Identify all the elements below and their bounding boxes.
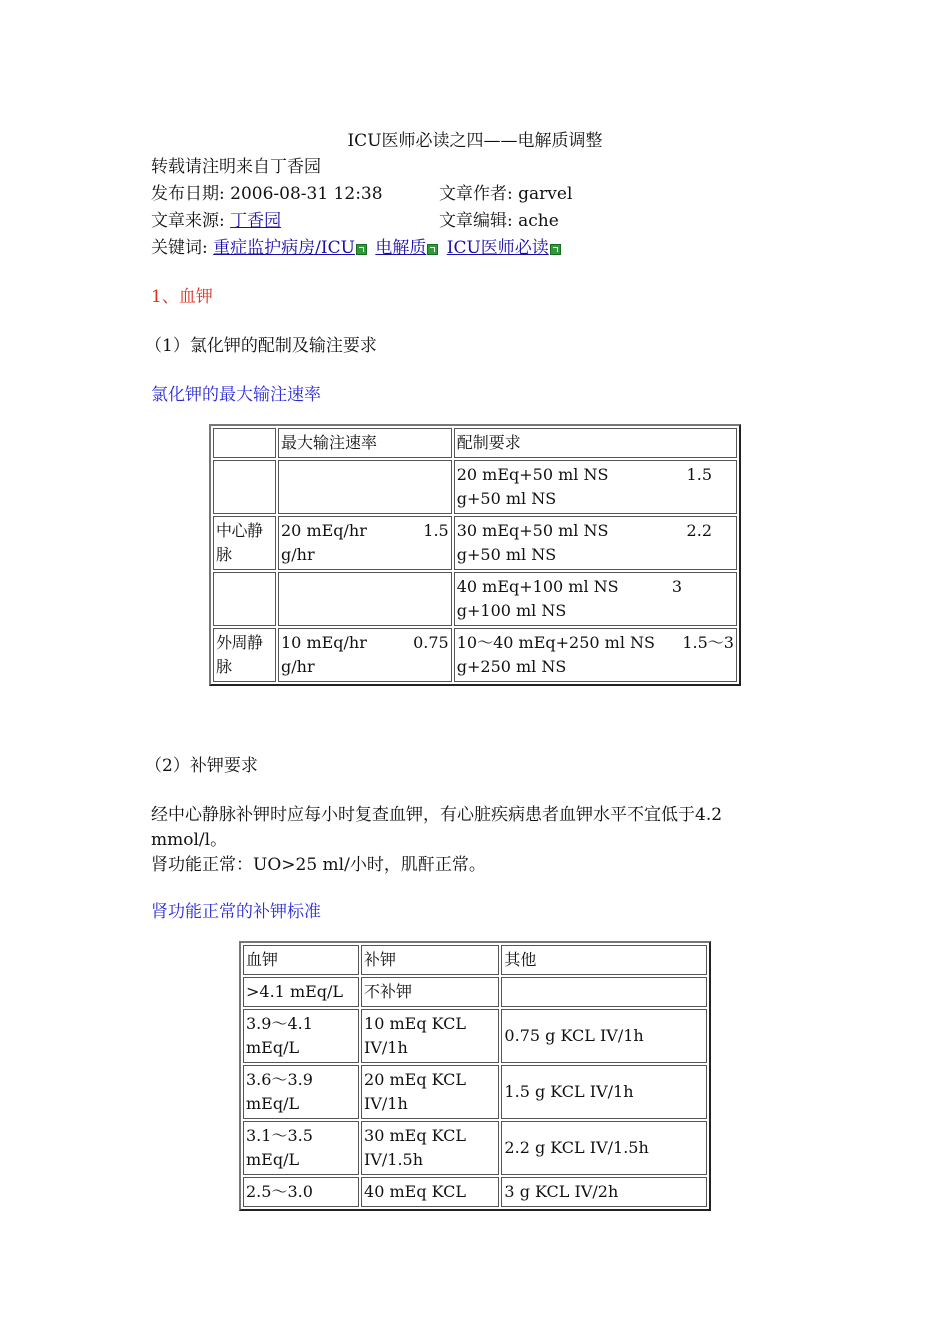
potassium-supplement-table	[239, 941, 711, 1211]
table-header-cell: 血钾	[243, 945, 359, 975]
editor-value: ache	[518, 211, 559, 231]
other-cell: 3 g KCL IV/2h	[501, 1177, 707, 1207]
paragraph-central-line-1: 经中心静脉补钾时应每小时复查血钾，有心脏疾病患者血钾水平不宜低于4.2	[151, 805, 723, 825]
rate-cell: 10 mEq/hr 0.75 g/hr	[278, 628, 452, 682]
serum-k-cell: >4.1 mEq/L	[243, 977, 359, 1007]
source-link[interactable]: 丁香园	[230, 211, 282, 231]
table-row	[213, 572, 737, 626]
table-row	[243, 1177, 707, 1207]
rate-cell	[278, 460, 452, 514]
external-link-icon	[427, 244, 438, 255]
table-header-cell: 其他	[501, 945, 707, 975]
prep-cell: 30 mEq+50 ml NS 2.2 g+50 ml NS	[454, 516, 737, 570]
table-header-cell: 最大输注速率	[278, 428, 452, 458]
table-header-cell	[213, 428, 276, 458]
table-row	[213, 460, 737, 514]
table-row	[243, 1009, 707, 1063]
prep-cell: 40 mEq+100 ml NS 3 g+100 ml NS	[454, 572, 737, 626]
paragraph-central-line-2: mmol/l。	[151, 830, 228, 850]
rate-cell: 20 mEq/hr 1.5 g/hr	[278, 516, 452, 570]
author-block	[439, 179, 572, 204]
supplement-cell: 30 mEq KCL IV/1.5h	[361, 1121, 499, 1175]
keywords-row	[151, 233, 564, 258]
other-cell: 0.75 g KCL IV/1h	[501, 1009, 707, 1063]
external-link-icon	[550, 244, 561, 255]
table-row	[243, 977, 707, 1007]
keyword-link-icu-reading[interactable]: ICU医师必读	[446, 238, 549, 258]
author-label: 文章作者:	[439, 184, 513, 204]
date-label: 发布日期:	[151, 184, 225, 204]
table-header-cell: 配制要求	[454, 428, 737, 458]
editor-label: 文章编辑:	[439, 211, 513, 231]
rate-cell	[278, 572, 452, 626]
site-cell: 外周静脉	[213, 628, 276, 682]
other-cell	[501, 977, 707, 1007]
site-cell	[213, 460, 276, 514]
table-header-row	[213, 428, 737, 458]
supplement-cell: 20 mEq KCL IV/1h	[361, 1065, 499, 1119]
serum-k-cell: 3.6～3.9 mEq/L	[243, 1065, 359, 1119]
meta-row-date	[151, 179, 573, 204]
page-title: ICU医师必读之四——电解质调整	[347, 131, 603, 151]
supplement-cell: 40 mEq KCL	[361, 1177, 499, 1207]
table-row	[213, 516, 737, 570]
supplement-cell: 不补钾	[361, 977, 499, 1007]
author-value: garvel	[518, 184, 573, 204]
supplement-cell: 10 mEq KCL IV/1h	[361, 1009, 499, 1063]
editor-block	[439, 206, 559, 231]
external-link-icon	[356, 244, 367, 255]
serum-k-cell: 3.1～3.5 mEq/L	[243, 1121, 359, 1175]
kcl-infusion-table	[209, 424, 741, 686]
table-header-cell: 补钾	[361, 945, 499, 975]
prep-cell: 10～40 mEq+250 ml NS 1.5～3 g+250 ml NS	[454, 628, 737, 682]
table-row	[213, 628, 737, 682]
prep-cell: 20 mEq+50 ml NS 1.5 g+50 ml NS	[454, 460, 737, 514]
repost-notice: 转载请注明来自丁香园	[151, 157, 321, 177]
keywords-label: 关键词:	[151, 238, 208, 258]
table2-title: 肾功能正常的补钾标准	[151, 902, 321, 922]
site-cell: 中心静脉	[213, 516, 276, 570]
table1-title: 氯化钾的最大输注速率	[151, 385, 321, 405]
other-cell: 1.5 g KCL IV/1h	[501, 1065, 707, 1119]
date-value: 2006-08-31 12:38	[230, 184, 383, 204]
table-row	[243, 1121, 707, 1175]
subheading-kcl-prep: （1）氯化钾的配制及输注要求	[145, 336, 377, 356]
other-cell: 2.2 g KCL IV/1.5h	[501, 1121, 707, 1175]
meta-row-source	[151, 206, 559, 231]
table-header-row	[243, 945, 707, 975]
table-row	[243, 1065, 707, 1119]
section-heading-potassium: 1、血钾	[151, 287, 213, 307]
subheading-supplement: （2）补钾要求	[145, 756, 258, 776]
site-cell	[213, 572, 276, 626]
serum-k-cell: 3.9～4.1 mEq/L	[243, 1009, 359, 1063]
source-label: 文章来源:	[151, 211, 225, 231]
keyword-link-electrolytes[interactable]: 电解质	[375, 238, 427, 258]
paragraph-renal: 肾功能正常：UO>25 ml/小时，肌酐正常。	[151, 855, 486, 875]
keyword-link-icu-ward[interactable]: 重症监护病房/ICU	[213, 238, 355, 258]
serum-k-cell: 2.5～3.0	[243, 1177, 359, 1207]
